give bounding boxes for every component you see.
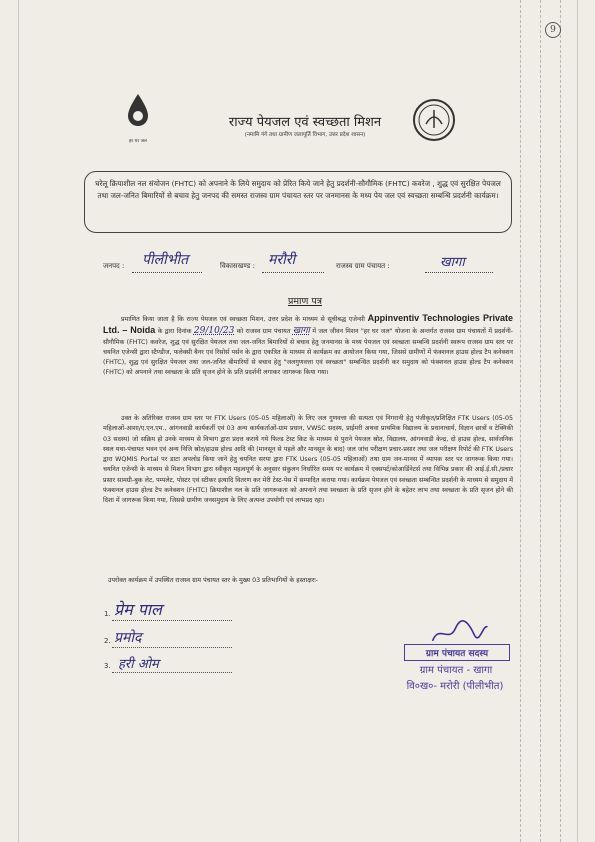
block-label: विकासखण्ड :	[220, 262, 256, 270]
fold-line	[560, 0, 561, 842]
signature-1-number: 1.	[104, 610, 111, 618]
certificate-paragraph-1	[103, 313, 513, 379]
district-underline	[132, 272, 202, 273]
signature-1-line	[112, 620, 232, 621]
signature-2: प्रमोद	[114, 630, 142, 646]
program-banner: घरेलू क्रियाशील नल संयोजन (FHTC) को अपनाने के लिये समुदाय को प्रेरित किये जाने हेतु प्रदर्शनी-सौगौमिक (FHTC) कवरेज , शुद्ध एवं सुरक्षित पेयजल तथा जल-जनित बिमारियों से बचाव हेतु जनपद की समस्त राजस्व ग्राम पंचायत स्तर पर जनमानस के मध्य पेय जल एवं स्वच्छता सम्बन्धि प्रदर्शनी कार्यक्रम।	[84, 171, 512, 233]
district-value: पीलीभीत	[142, 252, 189, 268]
jal-mission-logo	[120, 92, 156, 144]
block-underline	[262, 272, 324, 273]
fold-line	[540, 0, 541, 842]
stamp-role: ग्राम पंचायत सदस्य	[404, 644, 510, 661]
panchayat-underline	[425, 272, 493, 273]
signature-3-number: 3.	[104, 662, 111, 670]
scan-edge	[577, 0, 578, 842]
signature-3: हरी ओम	[118, 657, 159, 672]
block-value: मरौरी	[268, 252, 296, 268]
para1-intro: प्रमाणित किया जाता है कि राज्य पेयजल एवं स्वच्छता मिशन, उत्तर प्रदेश के माध्यम से सूचीबद्ध एजेन्सी	[121, 316, 365, 323]
logo-caption: हर घर जल	[129, 139, 147, 144]
page-subtitle: (नमामि गंगे तथा ग्रामीण जलापूर्ति विभाग, उत्तर प्रदेश शासन)	[244, 132, 366, 138]
stamp-village: ग्राम पंचायत - खागा	[419, 665, 493, 676]
page-title: राज्य पेयजल एवं स्वच्छता मिशन	[228, 115, 382, 130]
signature-1: प्रेम पाल	[114, 600, 162, 619]
village-name: खागा	[292, 326, 310, 337]
scan-edge	[18, 0, 19, 842]
panchayat-value: खागा	[440, 255, 465, 270]
para1-rest: में जल जीवन मिशन "हर घर जल" योजना के अन्तर्गत राजस्व ग्राम पंचायतों में प्रदर्शनी-सौगौमिक (FHTC) कवरेज, शुद्ध एवं सुरक्षित पेयजल तथा जल-जनित बिमारियों से बचाव हेतु जनमानस के मध्य पेयजल एवं स्वच्छता सम्बन्धि प्रदर्शनी स्वरूप राजस्व ग्राम स्तर पर चयनित एजेन्सी द्वारा स्टैण्डीज, फलेक्सी बैनर एवं रिसोर्स पर्सन के द्वारा एकत्रित के माध्यम से कार्यक्रम का आयोजन किया गया, जिससे ग्रामीणों में फंक्शनल हाउस होल्ड टैप कनेक्शन (FHTC), शुद्ध एवं सुरक्षित पेयजल तथा जल-जनित बीमारियों से बचाव हेतु "जलगुणवत्ता एवं स्वच्छता" सम्बन्धित प्रदर्शनी कर समुदाय को फंक्शनल हाउस होल्ड टैप कनेक्शन (FHTC) को अपनाने तथा स्वच्छता के प्रति सृजन होने के प्रति प्रदर्शनी लगाकर जागरूक किया गया।	[103, 328, 513, 377]
program-date: 29/10/23	[193, 326, 235, 337]
signature-2-line	[112, 647, 232, 648]
district-label: जनपद :	[103, 262, 125, 270]
signature-2-number: 2.	[104, 637, 111, 645]
fold-line	[520, 0, 521, 842]
signature-3-line	[112, 672, 232, 673]
page-number: 9	[545, 22, 561, 38]
para1-panchayat: को राजस्व ग्राम पंचायत	[236, 328, 291, 336]
para1-by-date: के द्वारा दिनांक	[157, 328, 192, 336]
panchayat-label: राजस्व ग्राम पंचायत :	[336, 262, 390, 270]
participants-note: उपरोक्त कार्यक्रम में उपस्थित राजस्व ग्राम पंचायत स्तर के मुख्य 03 प्रतिभागियों के हस्ताक्षरः-	[108, 577, 318, 584]
certificate-heading: प्रमाण पत्र	[287, 296, 323, 307]
certificate-paragraph-2: उक्त के अतिरिक्त राजस्व ग्राम स्तर पर FTK Users (05-05 महिलाओं) के लिए जल गुणवत्ता की सत्यता एवं निगरानी हेतु पंजीकृत/प्रशिक्षित FTK Users (05-05 महिलाओं-आशा/ए.एन.एम., आंगनवाडी कार्यकर्ती एवं 03 अन्य कार्यकर्ताओं-ग्राम प्रधान, VWSC सदस्य, प्राईमरी अथवा प्राथमिक विद्यालय के प्रधानाचार्य, विज्ञान छात्रों व टेक्निकी 03 सदस्य) जो सक्रिय हो उनके माध्यम से विभाग द्वारा प्रदत्त कराये गये फिल्ड टेस्ट किट के माध्यम से पुराने पेयजल स्रोत, विद्यालय, आंगनवाडी केन्द्र, दो हाउस होल्ड, सार्वजनिक स्थल यथा-पंचायत भवन एवं अन्य निजि स्रोत/हाउस होल्ड आदि की (मानसून से पहले और मानसून के बाद) जल जांच परीक्षण प्रचार-प्रसार तथा जल परीक्षण रिपोर्ट की FTK Users द्वारा WQMIS Portal पर डाटा अपलोड किया जाने हेतु चयनित सरया द्वारा FTK Users (05-05 महिलाओं) तथा ग्राम जन-मानस में व्यापक स्तर पर जागरूक किया गया। चयनित एजेन्सी के माध्यम से मिशन विभाग द्वारा स्वीकृत महत्वपूर्ण के अनुसार संकुलन निर्धारित समय पर कार्यक्रम में एक्सपर्ट/कोआर्डिनेटर्स तथा विभिन्न प्रकार की आई.ई.सी./प्रचार प्रसार सामग्री-बुक लेट, पम्पलेट, पोस्टर एवं स्टीकर इत्यादि वितरण कर मेरी टेस्ट-पेस में सम्पादित कराया गया। कार्यक्रम पेयजल एवं स्वच्छता सम्बन्धित प्रदर्शनी के माध्यम से समुदाय में फंक्शनल हाउस होल्ड टैप कनेक्शन (FHTC) क्रियाशील नल के प्रति जागरूकता को अपनाने तथा स्वच्छता के प्रति सृजन होने के बहेतर लाभ तथा स्वच्छता के प्रति सृजन होने की दिशा में जागरूक किया गया, जिससे ग्रामीण जनसमुदाय के लिए अत्यन्त उपयोगी एवं लाभप्रद रहा।	[103, 415, 513, 505]
stamp-block: वि०ख०- मरोरी (पीलीभीत)	[406, 681, 504, 692]
agency-name: Appinventiv Technologies Private Ltd. – Noida	[103, 313, 513, 336]
